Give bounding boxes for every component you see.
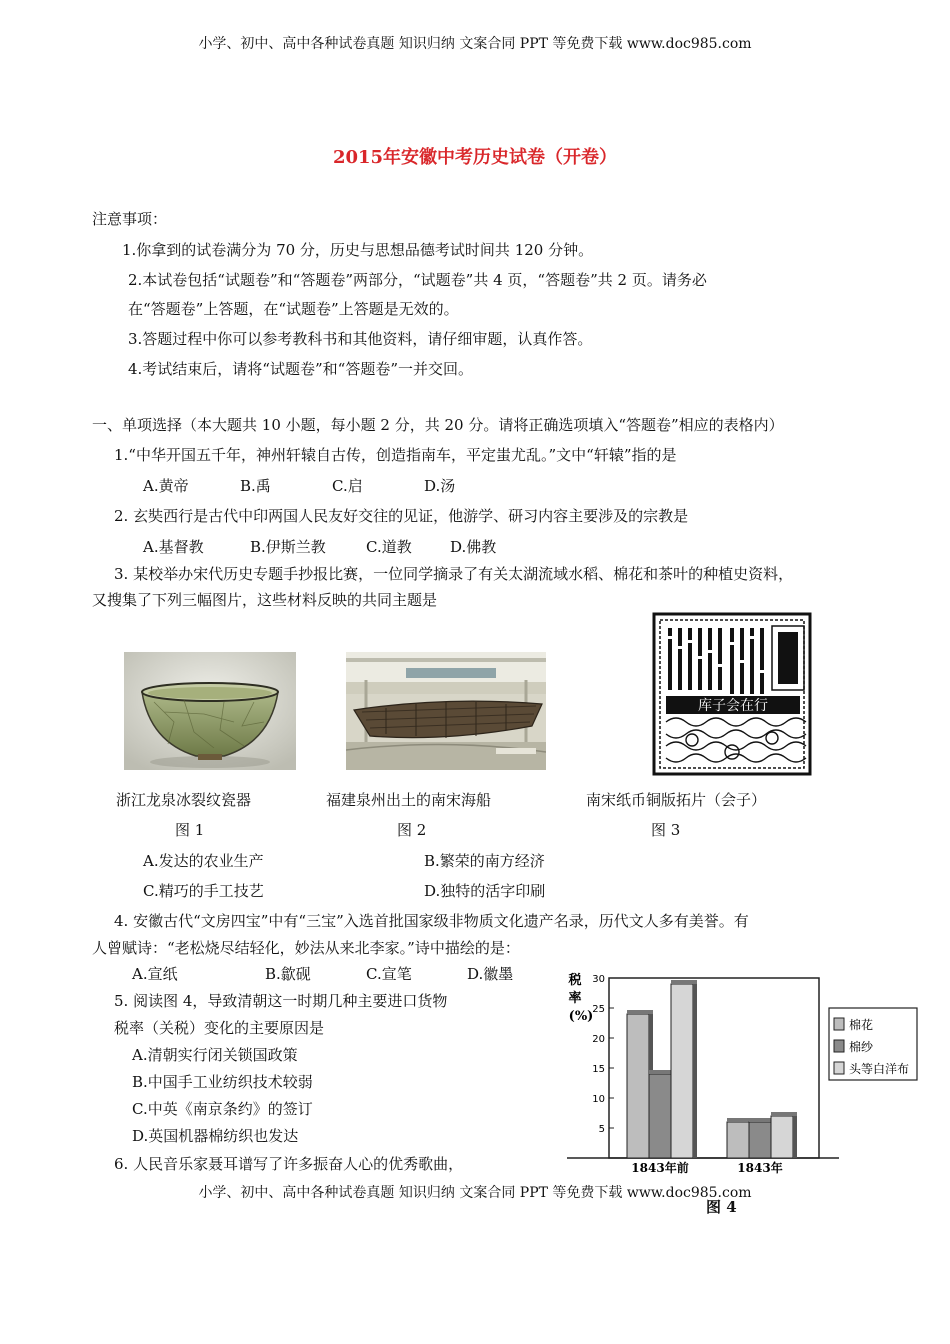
q1-option-d: D.汤 <box>424 477 456 495</box>
q1-option-a: A.黄帝 <box>143 477 189 495</box>
figure-2-label: 图 2 <box>397 821 427 839</box>
question-6-stem: 6. 人民音乐家聂耳谱写了许多振奋人心的优秀歌曲， <box>114 1155 464 1173</box>
q2-option-c: C.道教 <box>366 538 412 556</box>
section-heading: 一、单项选择（本大题共 10 小题，每小题 2 分，共 20 分。请将正确选项填入“答题卷”相应的表格内） <box>92 416 784 434</box>
chart-legend-label: 棉纱 <box>849 1040 874 1054</box>
chart-bar <box>727 1122 749 1158</box>
q2-option-a: A.基督教 <box>143 538 204 556</box>
q3-option-d: D.独特的活字印刷 <box>424 882 546 900</box>
chart-x-tick-label: 1843年前 <box>631 1161 689 1175</box>
notice-item: 4.考试结束后，请将“试题卷”和“答题卷”一并交回。 <box>128 360 473 378</box>
q5-option-a: A.清朝实行闭关锁国政策 <box>132 1046 298 1064</box>
chart-bar <box>771 1116 793 1158</box>
figure-2-ship-image <box>346 652 546 770</box>
chart-bar-top <box>627 1010 653 1014</box>
q1-option-b: B.禹 <box>240 477 271 495</box>
figure-1-caption: 浙江龙泉冰裂纹瓷器 <box>116 791 252 809</box>
chart-legend-swatch <box>834 1040 844 1052</box>
chart-y-tick-label: 20 <box>592 1034 605 1045</box>
question-5-stem: 5. 阅读图 4，导致清朝这一时期几种主要进口货物 <box>114 992 448 1010</box>
question-3-stem-cont: 又搜集了下列三幅图片，这些材料反映的共同主题是 <box>92 591 438 609</box>
chart-bar-side <box>693 980 697 1158</box>
chart-bar <box>671 984 693 1158</box>
q5-option-c: C.中英《南京条约》的签订 <box>132 1100 313 1118</box>
plate-text: 库子会在行 <box>698 698 768 714</box>
q4-option-a: A.宣纸 <box>132 965 178 983</box>
q5-option-d: D.英国机器棉纺织也发达 <box>132 1127 299 1145</box>
q3-option-a: A.发达的农业生产 <box>143 852 264 870</box>
notice-item: 2.本试卷包括“试题卷”和“答题卷”两部分，“试题卷”共 4 页，“答题卷”共 2 页。请务必 <box>128 271 707 289</box>
chart-legend-swatch <box>834 1062 844 1074</box>
figure-1-label: 图 1 <box>175 821 205 839</box>
chart-bar-top <box>771 1112 797 1116</box>
q4-option-c: C.宣笔 <box>366 965 412 983</box>
page-footer: 小学、初中、高中各种试卷真题 知识归纳 文案合同 PPT 等免费下载 www.doc985.com <box>198 1185 752 1201</box>
chart-bar <box>627 1014 649 1158</box>
chart-legend-label: 头等白洋布 <box>849 1062 910 1076</box>
chart-y-label-part: 率 <box>568 991 582 1006</box>
chart-y-label-part: 税 <box>568 973 582 988</box>
chart-y-label-part: (%) <box>568 1009 594 1024</box>
tariff-bar-chart <box>567 968 919 1188</box>
question-2-stem: 2. 玄奘西行是古代中印两国人民友好交往的见证，他游学、研习内容主要涉及的宗教是 <box>114 507 689 525</box>
q5-option-b: B.中国手工业纺织技术较弱 <box>132 1073 313 1091</box>
q3-option-c: C.精巧的手工技艺 <box>143 882 264 900</box>
chart-bar <box>749 1122 771 1158</box>
figure-1-bowl-image <box>124 652 296 770</box>
chart-legend-swatch <box>834 1018 844 1030</box>
question-4-stem: 4. 安徽古代“文房四宝”中有“三宝”入选首批国家级非物质文化遗产名录，历代文人多有美誉。有 <box>114 912 749 930</box>
q2-option-b: B.伊斯兰教 <box>250 538 326 556</box>
chart-bar-side <box>793 1112 797 1158</box>
figure-4-chart <box>567 968 919 1188</box>
chart-bar <box>649 1074 671 1158</box>
figure-3-banknote-plate-image <box>652 612 812 776</box>
chart-bar-top <box>671 980 697 984</box>
notice-heading: 注意事项： <box>92 210 168 228</box>
chart-y-tick-label: 10 <box>592 1094 605 1105</box>
figure-3-caption: 南宋纸币铜版拓片（会子） <box>586 791 767 809</box>
q4-option-d: D.徽墨 <box>467 965 514 983</box>
figure-2-caption: 福建泉州出土的南宋海船 <box>326 791 492 809</box>
figure-3-label: 图 3 <box>651 821 681 839</box>
notice-item: 1.你拿到的试卷满分为 70 分，历史与思想品德考试时间共 120 分钟。 <box>122 241 594 259</box>
notice-item: 在“答题卷”上答题，在“试题卷”上答题是无效的。 <box>128 300 459 318</box>
question-4-stem-cont: 人曾赋诗：“老松烧尽结轻化，妙法从来北李家。”诗中描绘的是： <box>92 939 520 957</box>
q2-option-d: D.佛教 <box>450 538 497 556</box>
q3-option-b: B.繁荣的南方经济 <box>424 852 545 870</box>
chart-y-tick-label: 30 <box>592 974 605 985</box>
page-header: 小学、初中、高中各种试卷真题 知识归纳 文案合同 PPT 等免费下载 www.doc985.com <box>198 36 752 52</box>
q4-option-b: B.歙砚 <box>265 965 311 983</box>
chart-x-tick-label: 1843年 <box>737 1161 783 1175</box>
q1-option-c: C.启 <box>332 477 363 495</box>
notice-item: 3.答题过程中你可以参考教科书和其他资料，请仔细审题，认真作答。 <box>128 330 593 348</box>
chart-y-tick-label: 25 <box>592 1004 605 1015</box>
figure-4-caption: 图 4 <box>706 1198 737 1216</box>
question-3-stem: 3. 某校举办宋代历史专题手抄报比赛，一位同学摘录了有关太湖流域水稻、棉花和茶叶的种植史资料， <box>114 565 794 583</box>
page-title: 2015年安徽中考历史试卷（开卷） <box>332 147 618 168</box>
question-1-stem: 1.“中华开国五千年，神州轩辕自古传，创造指南车，平定蚩尤乱。”文中“轩辕”指的是 <box>114 446 677 464</box>
question-5-stem-cont: 税率（关税）变化的主要原因是 <box>114 1019 325 1037</box>
chart-y-tick-label: 5 <box>598 1124 605 1135</box>
chart-y-tick-label: 15 <box>592 1064 605 1075</box>
chart-legend-label: 棉花 <box>849 1018 874 1032</box>
